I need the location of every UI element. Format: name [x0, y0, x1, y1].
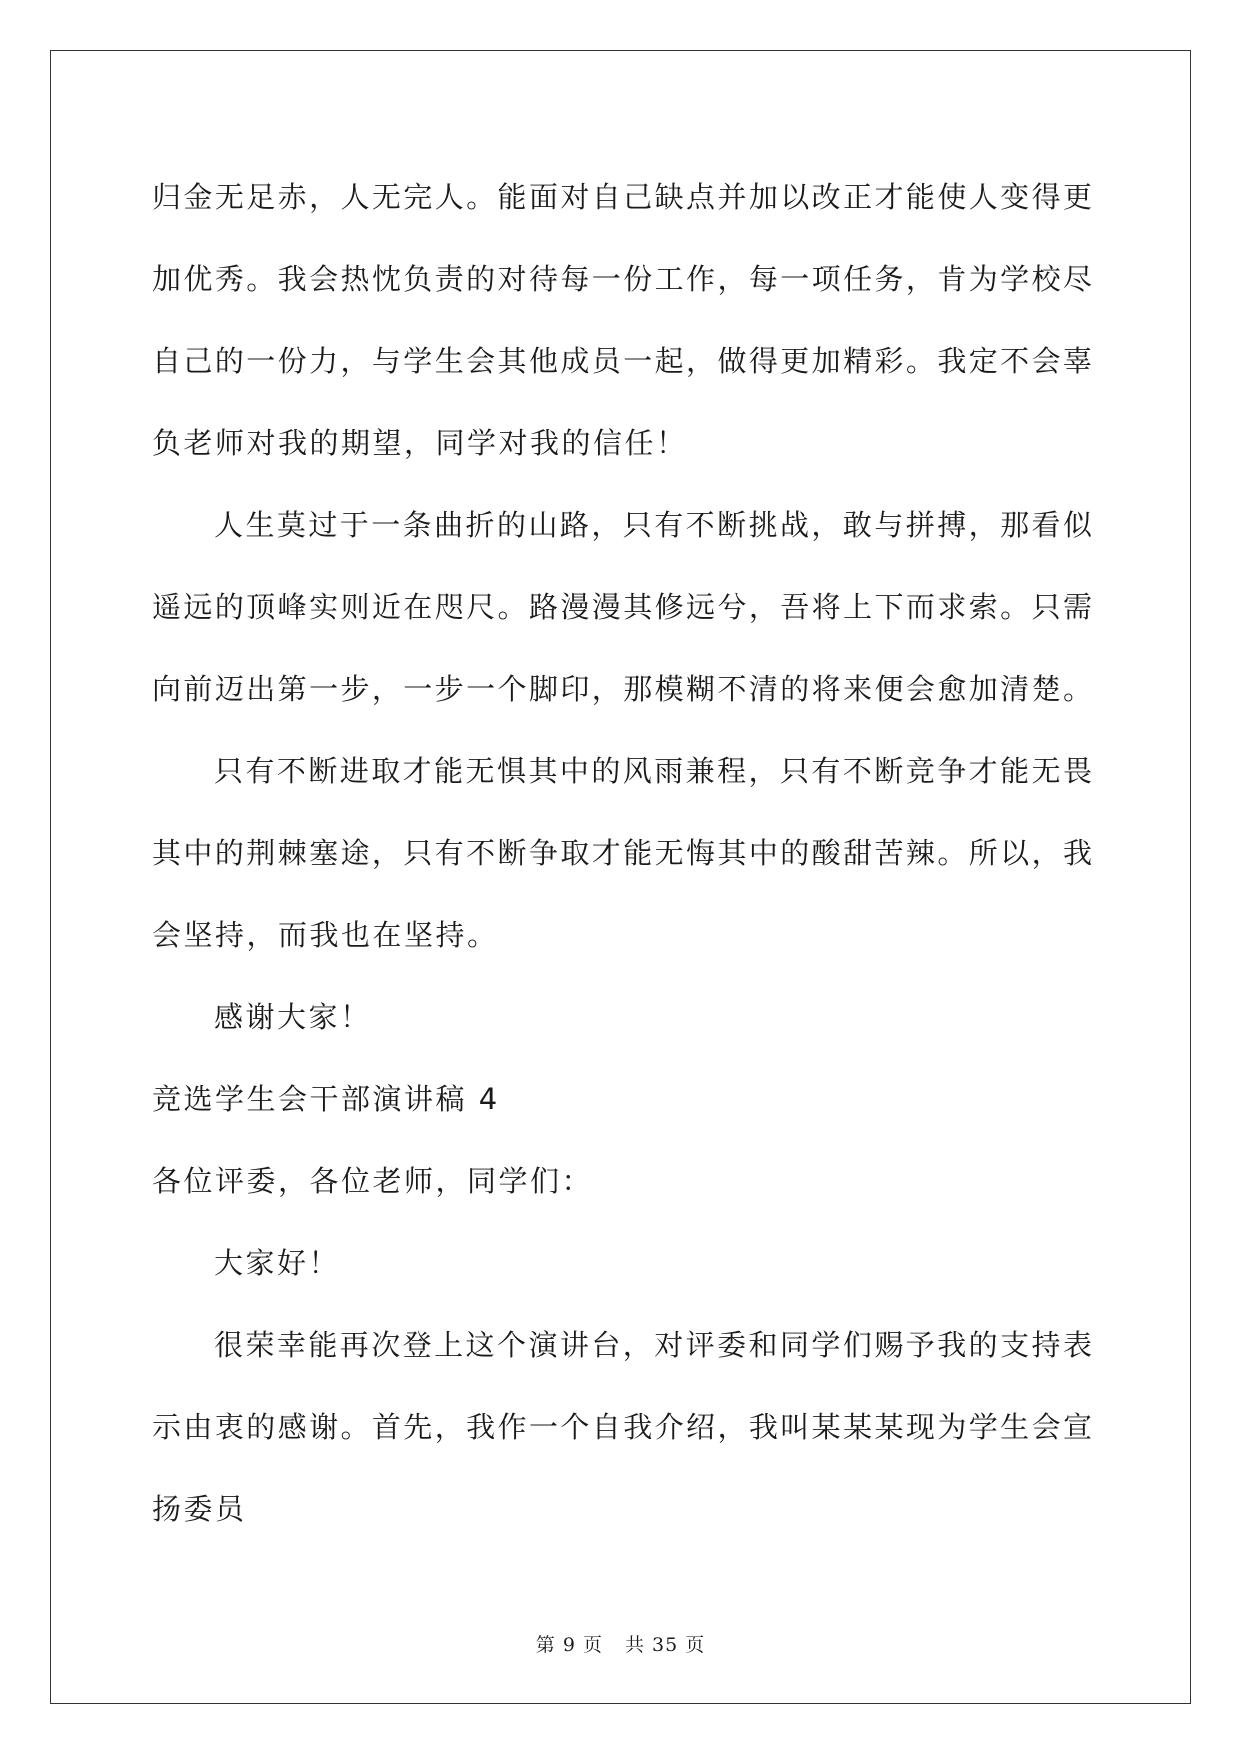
- paragraph-start: 人生莫过于一条曲折的山路，只有不断挑战，敢与拼搏，那看似: [214, 508, 1092, 542]
- body-line: 会坚持，而我也在坚持。: [152, 918, 499, 952]
- body-line: 遥远的顶峰实则近在咫尺。路漫漫其修远兮，吾将上下而求索。只需: [152, 590, 1092, 624]
- section-title: 竞选学生会干部演讲稿 4: [152, 1082, 500, 1116]
- paragraph-start: 只有不断进取才能无惧其中的风雨兼程，只有不断竞争才能无畏: [214, 754, 1092, 788]
- body-line: 加优秀。我会热忱负责的对待每一份工作，每一项任务，肯为学校尽: [152, 262, 1092, 296]
- total-pages: 共 35 页: [624, 1634, 706, 1656]
- body-line: 其中的荆棘塞途，只有不断争取才能无悔其中的酸甜苦辣。所以，我: [152, 836, 1092, 870]
- body-line: 负老师对我的期望，同学对我的信任！: [152, 426, 688, 460]
- document-body: [152, 156, 1092, 1550]
- body-line: 向前迈出第一步，一步一个脚印，那模糊不清的将来便会愈加清楚。: [152, 672, 1092, 706]
- body-line: 归金无足赤，人无完人。能面对自己缺点并加以改正才能使人变得更: [152, 180, 1092, 214]
- body-line: 自己的一份力，与学生会其他成员一起，做得更加精彩。我定不会辜: [152, 344, 1092, 378]
- salutation: 各位评委，各位老师，同学们：: [152, 1164, 594, 1198]
- page-footer: [0, 1630, 1241, 1657]
- greeting: 大家好！: [214, 1246, 341, 1280]
- body-line: 扬委员: [152, 1492, 247, 1526]
- body-line: 示由衷的感谢。首先，我作一个自我介绍，我叫某某某现为学生会宣: [152, 1410, 1092, 1444]
- closing-line: 感谢大家！: [214, 1000, 372, 1034]
- paragraph-start: 很荣幸能再次登上这个演讲台，对评委和同学们赐予我的支持表: [214, 1328, 1092, 1362]
- page-number: 第 9 页: [535, 1634, 603, 1656]
